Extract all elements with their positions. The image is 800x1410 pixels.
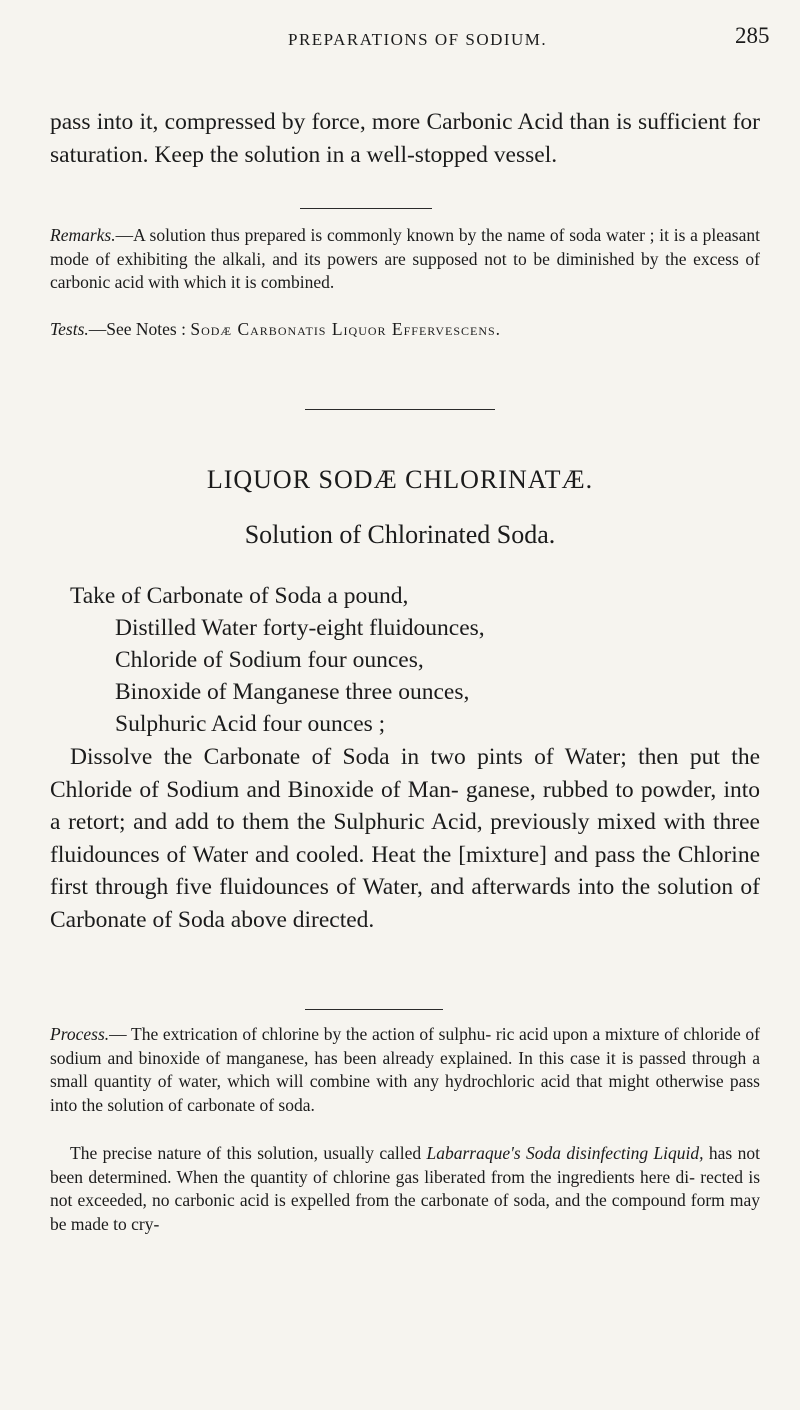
ingredient-list: [70, 580, 760, 740]
process-label: Process.: [50, 1024, 110, 1044]
running-head: [0, 22, 800, 62]
tests-paragraph: [50, 318, 760, 342]
short-rule-1: [300, 208, 432, 209]
remarks-paragraph: [50, 224, 760, 295]
process-text: — The extrication of chlorine by the action of sulphu- ric acid upon a mixture of chloride of sodium and binoxide of manganese, has been already explained. In this case it is passed through a small quantity of water, which will combine with any hydrochloric acid that might otherwise pass into the solution of carbonate of soda.: [50, 1024, 760, 1115]
nature-italic-name: Labarraque's Soda disinfecting Liquid,: [426, 1143, 704, 1163]
remarks-label: Remarks.: [50, 225, 116, 245]
ingredient-line: Binoxide of Manganese three ounces,: [115, 679, 470, 705]
tests-label: Tests.: [50, 319, 89, 339]
nature-text-before: The precise nature of this solution, usually called: [70, 1143, 427, 1163]
section-title: LIQUOR SODÆ CHLORINATÆ.: [206, 465, 594, 494]
ingredient-line: Take of Carbonate of Soda a pound,: [70, 583, 409, 609]
process-paragraph: [50, 1023, 760, 1117]
remarks-text: —A solution thus prepared is commonly known by the name of soda water ; it is a pleasant mode of exhibiting the alkali, and its powers are supposed not to be diminished by the excess of carbonic acid with which it is combined.: [50, 225, 760, 292]
section-subtitle: Solution of Chlorinated Soda.: [244, 520, 556, 549]
nature-paragraph: [50, 1142, 760, 1236]
ingredient-line: Chloride of Sodium four ounces,: [115, 647, 424, 673]
running-title: PREPARATIONS OF SODIUM.: [288, 30, 548, 49]
short-rule-2: [305, 1009, 443, 1010]
directions-paragraph: Dissolve the Carbonate of Soda in two pints of Water; then put the Chloride of Sodium and Binoxide of Man- ganese, rubbed to powder, into a retort; and add to them the Sulphuric Acid, previously mixed with three fluidounces of Water and cooled. Heat the [mixture] and pass the Chlorine first through five fluidounces of Water, and afterwards into the solution of Carbonate of Soda above directed.: [50, 744, 760, 933]
ingredient-line: Sulphuric Acid four ounces ;: [115, 711, 386, 737]
ingredient-line: Distilled Water forty-eight fluidounces,: [115, 615, 485, 641]
nature-text-after: has not been determined. When the quantity of chlorine gas liberated from the ingredients here di- rected is not exceeded, no carbonic acid is expelled from the carbonate of soda, and the compound form may be made to cry-: [50, 1143, 760, 1234]
tests-text: —See Notes :: [88, 319, 191, 339]
tests-reference: Sodæ Carbonatis Liquor Effervescens.: [190, 319, 502, 339]
section-rule: [305, 409, 495, 410]
page-number: 285: [735, 23, 770, 48]
opening-paragraph: pass into it, compressed by force, more Carbonic Acid than is sufficient for saturation. Keep the solution in a well-stopped vessel.: [50, 109, 760, 168]
